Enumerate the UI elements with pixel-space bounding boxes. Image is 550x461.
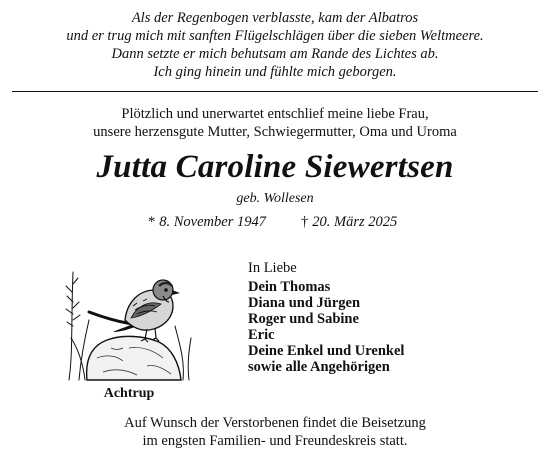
closing-line: im engsten Familien- und Freundeskreis statt. [142, 433, 408, 449]
mourner-name: Eric [248, 327, 275, 343]
mourner-name: sowie alle Angehörigen [248, 359, 390, 375]
poem-line: und er trug mich mit sanften Flügelschlägen über die sieben Weltmeere. [66, 28, 484, 44]
poem-line: Dann setzte er mich behutsam am Rande des Lichtes ab. [111, 46, 439, 62]
poem-line: Ich ging hinein und fühlte mich geborgen. [153, 64, 397, 80]
mourner-name: Diana und Jürgen [248, 295, 361, 311]
intro-line: Plötzlich und unerwartet entschlief meine liebe Frau, [121, 106, 429, 122]
deceased-name: Jutta Caroline Siewertsen [96, 149, 454, 185]
birth-star-icon: * [148, 214, 156, 230]
mourners-list [248, 279, 404, 375]
closing-text [0, 414, 550, 450]
poem-line: Als der Regenbogen verblasste, kam der Albatros [131, 10, 419, 26]
mourners-lead: In Liebe [248, 260, 297, 276]
death-date [301, 213, 397, 231]
poem [0, 9, 550, 81]
mourner-name: Dein Thomas [248, 279, 331, 295]
birth-name: geb. Wollesen [236, 191, 314, 206]
place-name: Achtrup [103, 386, 155, 401]
mourner-name: Roger und Sabine [248, 311, 359, 327]
intro-line: unsere herzensgute Mutter, Schwiegermutter, Oma und Uroma [93, 124, 457, 140]
divider-rule [12, 91, 538, 92]
birth-date [148, 213, 266, 231]
mourners-block [248, 260, 404, 375]
death-cross-icon: † [301, 214, 309, 230]
mourner-name: Deine Enkel und Urenkel [248, 343, 405, 359]
sparrow-on-stone-icon [63, 262, 193, 382]
death-date-text: 20. März 2025 [312, 214, 398, 230]
intro-text [0, 105, 550, 141]
closing-line: Auf Wunsch der Verstorbenen findet die Beisetzung [124, 415, 426, 431]
birth-date-text: 8. November 1947 [159, 214, 266, 230]
